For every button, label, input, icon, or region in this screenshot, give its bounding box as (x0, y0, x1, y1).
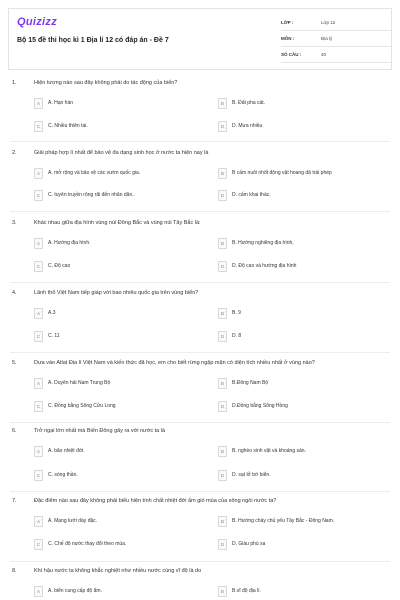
question-number: 1. (12, 80, 17, 86)
option-letter: A (34, 238, 43, 249)
option-text: B.Đông Nam Bộ (232, 380, 269, 386)
question-number: 7. (12, 498, 17, 504)
option-text: C. 11 (48, 333, 60, 339)
option-a[interactable] (34, 516, 184, 528)
question-number: 8. (12, 568, 17, 574)
option-b[interactable] (218, 98, 368, 110)
option-letter: B (218, 98, 227, 109)
option-text: D. 8 (232, 333, 242, 339)
option-d[interactable] (218, 121, 368, 133)
option-c[interactable] (34, 121, 184, 133)
option-letter: B (218, 446, 227, 457)
option-text: C. sóng thần. (48, 472, 78, 478)
page-title: Bộ 15 đề thi học kì 1 Địa lí 12 có đáp án - Đề 7 (17, 37, 169, 44)
option-letter: A (34, 516, 43, 527)
divider (10, 352, 390, 353)
option-d[interactable] (218, 539, 368, 551)
option-text: A. Duyên hải Nam Trung Bộ (48, 380, 111, 386)
option-b[interactable] (218, 168, 368, 180)
option-letter: A (34, 586, 43, 597)
option-letter: D (218, 401, 227, 412)
option-text: B cấm nuôi nhốt động vật hoang dã trái phép (232, 170, 332, 176)
option-text: A. biển cung cấp độ ẩm. (48, 588, 102, 594)
meta-value: Địa lý (321, 36, 333, 41)
option-c[interactable] (34, 539, 184, 551)
option-letter: A (34, 446, 43, 457)
option-letter: C (34, 190, 43, 201)
divider (10, 561, 390, 562)
option-text: A.3 (48, 310, 56, 316)
divider (10, 491, 390, 492)
option-text: C. Nhiều thiên tai. (48, 123, 88, 129)
meta-row-count (281, 47, 391, 63)
option-text: B. Hướng nghiêng địa hình, (232, 240, 294, 246)
option-letter: D (218, 261, 227, 272)
question-text: Khác nhau giữa địa hình vùng núi Đông Bắc và vùng núi Tây Bắc là: (34, 220, 201, 226)
option-text: C. Độ cao (48, 263, 71, 269)
option-letter: A (34, 98, 43, 109)
meta-key: LỚP : (281, 20, 294, 25)
meta-value: 40 (321, 52, 327, 57)
question-text: Giải pháp hợp lí nhất để bảo vệ đa dạng sinh học ở nước ta hiện nay là (34, 150, 209, 156)
option-text: D. sạt lở bờ biển. (232, 472, 271, 478)
question-text: Dựa vào Atlat Địa lí Việt Nam và kiến thức đã học, em cho biết rừng ngập mặn có diện tích nhiều nhất ở vùng nào? (34, 360, 315, 366)
worksheet-header (8, 8, 392, 70)
option-d[interactable] (218, 331, 368, 343)
question-number: 3. (12, 220, 17, 226)
option-text: D. Giàu phù sa (232, 541, 266, 547)
option-b[interactable] (218, 308, 368, 320)
option-b[interactable] (218, 238, 368, 250)
option-text: B. 9 (232, 310, 241, 316)
option-text: A. bão nhiệt đới. (48, 448, 85, 454)
option-a[interactable] (34, 446, 184, 458)
option-a[interactable] (34, 238, 184, 250)
option-text: D. Độ cao và hướng địa hình (232, 263, 297, 269)
question-number: 4. (12, 290, 17, 296)
option-text: A. mở rộng và bảo vệ các vườn quốc gia. (48, 170, 141, 176)
option-text: C. Chế độ nước thay đổi theo mùa. (48, 541, 127, 547)
option-b[interactable] (218, 446, 368, 458)
option-letter: B (218, 516, 227, 527)
option-letter: C (34, 121, 43, 132)
meta-key: SỐ CÂU : (281, 52, 302, 57)
option-letter: C (34, 470, 43, 481)
option-letter: C (34, 261, 43, 272)
option-letter: D (218, 121, 227, 132)
meta-row-subject (281, 31, 391, 47)
option-letter: B (218, 238, 227, 249)
option-a[interactable] (34, 586, 184, 598)
option-b[interactable] (218, 586, 368, 598)
meta-value: Lớp 12 (321, 20, 336, 25)
option-c[interactable] (34, 261, 184, 273)
option-c[interactable] (34, 190, 184, 202)
option-c[interactable] (34, 331, 184, 343)
meta-key: MÔN : (281, 36, 295, 41)
option-text: D.Đồng bằng Sông Hồng (232, 403, 288, 409)
option-text: A. Hạn hán (48, 100, 74, 106)
question-text: Khí hậu nước ta không khắc nghiệt như nhiều nước cùng vĩ độ là do (34, 568, 202, 574)
option-text: B.vĩ độ địa lí. (232, 588, 261, 594)
question-number: 2. (12, 150, 17, 156)
option-a[interactable] (34, 98, 184, 110)
question-text: Đặc điểm nào sau đây không phải biểu hiện tính chất nhiệt đới ẩm gió mùa của sông ngòi nước ta? (34, 498, 277, 504)
option-letter: A (34, 308, 43, 319)
option-letter: D (218, 190, 227, 201)
option-text: B. nghèo sinh vật và khoáng sản. (232, 448, 306, 454)
question-text: Hiện tượng nào sau đây không phải do tác động của biển? (34, 80, 178, 86)
option-text: B. Hướng chảy chủ yếu Tây Bắc - Đông Nam. (232, 518, 335, 524)
option-c[interactable] (34, 401, 184, 413)
option-text: D. cấm khai thác. (232, 192, 271, 198)
option-letter: B (218, 586, 227, 597)
quizizz-logo: Quizizz (17, 16, 57, 28)
option-d[interactable] (218, 401, 368, 413)
option-text: A. Mạng lưới dày đặc. (48, 518, 98, 524)
meta-table (281, 15, 391, 63)
option-text: C. Đồng bằng Sông Cửu Long (48, 403, 116, 409)
option-text: A. Hướng địa hình. (48, 240, 91, 246)
option-b[interactable] (218, 378, 368, 390)
option-text: B. Đất pha cát. (232, 100, 266, 106)
option-letter: D (218, 539, 227, 550)
question-text: Trở ngại lớn nhất mà Biển Đông gây ra với nước ta là (34, 428, 166, 434)
option-text: C. tuyên truyền rộng rãi đến nhân dân.. (48, 192, 136, 198)
question-number: 5. (12, 360, 17, 366)
option-letter: B (218, 308, 227, 319)
option-letter: B (218, 168, 227, 179)
option-d[interactable] (218, 261, 368, 273)
option-letter: B (218, 378, 227, 389)
question-number: 6. (12, 428, 17, 434)
option-a[interactable] (34, 378, 184, 390)
option-letter: A (34, 378, 43, 389)
option-b[interactable] (218, 516, 368, 528)
option-d[interactable] (218, 470, 368, 482)
option-a[interactable] (34, 168, 184, 180)
option-letter: D (218, 331, 227, 342)
option-letter: C (34, 539, 43, 550)
question-text: Lãnh thổ Việt Nam tiếp giáp với bao nhiêu quốc gia trên vùng biển? (34, 290, 199, 296)
option-letter: C (34, 331, 43, 342)
option-d[interactable] (218, 190, 368, 202)
meta-row-class (281, 15, 391, 31)
option-letter: A (34, 168, 43, 179)
option-text: D. Mưa nhiều (232, 123, 263, 129)
option-letter: C (34, 401, 43, 412)
divider (10, 211, 390, 212)
option-a[interactable] (34, 308, 184, 320)
option-letter: D (218, 470, 227, 481)
divider (10, 422, 390, 423)
option-c[interactable] (34, 470, 184, 482)
divider (10, 141, 390, 142)
divider (10, 282, 390, 283)
